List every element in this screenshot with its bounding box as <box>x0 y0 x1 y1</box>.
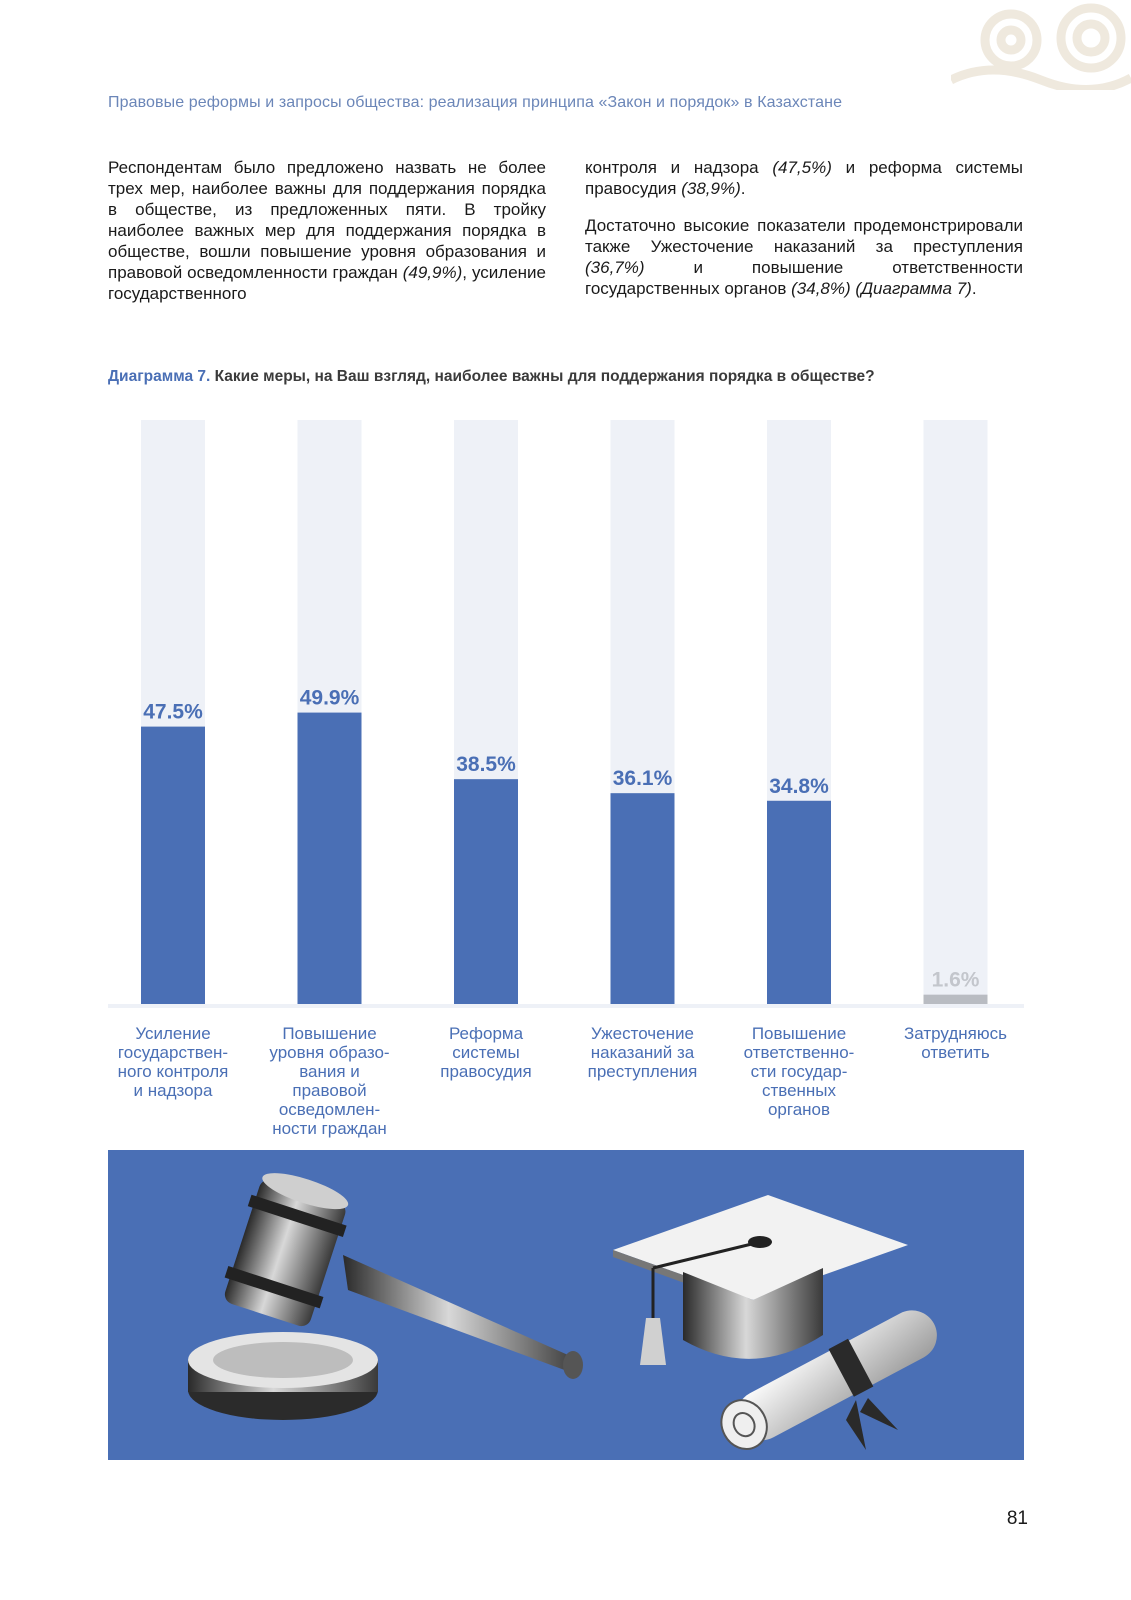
category-label: Усиление государствен- ного контроля и надзора <box>117 1024 229 1100</box>
category-label: Повышение ответственно- сти государ- ственных органов <box>743 1024 855 1119</box>
bar-track <box>924 420 988 1004</box>
illustration <box>108 1150 1024 1460</box>
bar <box>298 713 362 1004</box>
paragraph: Респондентам было предложено назвать не более трех мер, наиболее важны для поддержания порядка в обществе, из предложенных пяти. В тройку наиболее важных мер для поддержания порядка в обществе, вошли повышение уровня образования и правовой осведомленности граждан (49,9%), усиление государственного <box>108 158 546 303</box>
category-label: Ужесточение наказаний за преступления <box>587 1024 698 1081</box>
bar <box>924 995 988 1004</box>
paragraph: Достаточно высокие показатели продемонстрировали также Ужесточение наказаний за преступления (36,7%) и повышение ответственности государственных органов (34,8%) (Диаграмма 7). <box>585 216 1023 298</box>
bar-value-label: 38.5% <box>456 753 516 777</box>
bar-value-label: 47.5% <box>143 700 203 724</box>
bar-value-label: 36.1% <box>612 767 673 791</box>
bar <box>767 801 831 1004</box>
category-label: Реформа системы правосудия <box>440 1024 532 1081</box>
bar-value-label: 49.9% <box>299 686 360 710</box>
bar-value-label: 34.8% <box>769 774 829 798</box>
bar-value-label: 1.6% <box>931 968 980 992</box>
bar <box>141 727 205 1004</box>
page-number: 81 <box>1006 1508 1028 1529</box>
bar <box>454 779 518 1004</box>
bar <box>611 793 675 1004</box>
figure-number: Диаграмма 7. <box>108 368 211 385</box>
category-label: Повышение уровня образо- вания и правовой осведомлен- ности граждан <box>269 1024 390 1138</box>
running-head: Правовые реформы и запросы общества: реализация принципа «Закон и порядок» в Казахстане <box>108 94 843 111</box>
paragraph: контроля и надзора (47,5%) и реформа системы правосудия (38,9%). <box>585 158 1023 198</box>
gavel-icon <box>188 1164 583 1420</box>
figure-title: Какие меры, на Ваш взгляд, наиболее важны для поддержания порядка в обществе? <box>210 368 875 385</box>
category-label: Затрудняюсь ответить <box>904 1024 1007 1062</box>
